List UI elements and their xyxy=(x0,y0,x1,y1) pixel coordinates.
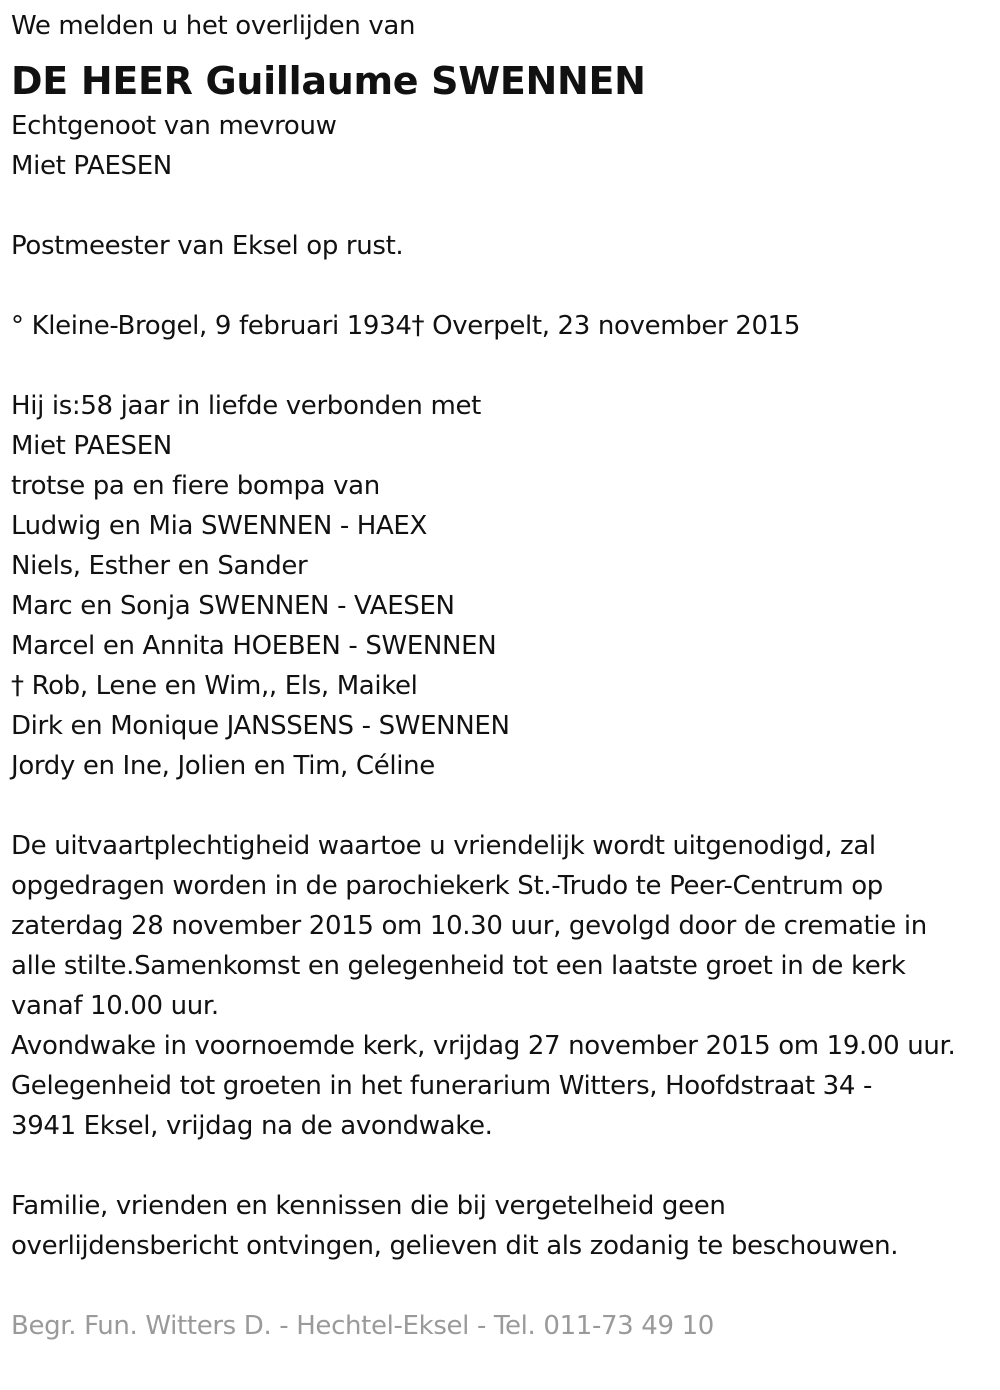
family-line: Ludwig en Mia SWENNEN - HAEX xyxy=(11,511,427,541)
spacer xyxy=(11,186,996,226)
spouse-name: Miet PAESEN xyxy=(11,151,172,181)
notice-line: Familie, vrienden en kennissen die bij vergetelheid geen xyxy=(11,1191,726,1221)
occupation-text: Postmeester van Eksel op rust. xyxy=(11,231,404,261)
family-line: Jordy en Ine, Jolien en Tim, Céline xyxy=(11,751,435,781)
ceremony-line: opgedragen worden in de parochiekerk St.-Trudo te Peer-Centrum op xyxy=(11,871,883,901)
family-line: Dirk en Monique JANSSENS - SWENNEN xyxy=(11,711,510,741)
family-line: † Rob, Lene en Wim,, Els, Maikel xyxy=(11,671,418,701)
family-line: Hij is:58 jaar in liefde verbonden met xyxy=(11,391,481,421)
spacer xyxy=(11,1146,996,1186)
spacer xyxy=(11,266,996,306)
ceremony-details xyxy=(11,826,996,1146)
ceremony-line: alle stilte.Samenkomst en gelegenheid tot een laatste groet in de kerk xyxy=(11,951,906,981)
spacer xyxy=(11,1266,996,1306)
deceased-name: DE HEER Guillaume SWENNEN xyxy=(11,59,646,103)
notice-line: overlijdensbericht ontvingen, gelieven dit als zodanig te beschouwen. xyxy=(11,1231,899,1261)
ceremony-line: De uitvaartplechtigheid waartoe u vriendelijk wordt uitgenodigd, zal xyxy=(11,831,876,861)
birth-death-dates: ° Kleine-Brogel, 9 februari 1934† Overpelt, 23 november 2015 xyxy=(11,311,801,341)
family-line: Miet PAESEN xyxy=(11,431,172,461)
spacer xyxy=(11,786,996,826)
funeral-home-footer: Begr. Fun. Witters D. - Hechtel-Eksel - Tel. 011-73 49 10 xyxy=(11,1311,714,1341)
notice-text xyxy=(11,1186,996,1266)
family-line: Niels, Esther en Sander xyxy=(11,551,308,581)
ceremony-line: Avondwake in voornoemde kerk, vrijdag 27 november 2015 om 19.00 uur. xyxy=(11,1031,956,1061)
family-line: Marcel en Annita HOEBEN - SWENNEN xyxy=(11,631,497,661)
ceremony-line: vanaf 10.00 uur. xyxy=(11,991,219,1021)
spouse-label: Echtgenoot van mevrouw xyxy=(11,111,337,141)
spacer xyxy=(11,346,996,386)
family-line: Marc en Sonja SWENNEN - VAESEN xyxy=(11,591,455,621)
family-list xyxy=(11,386,996,786)
ceremony-line: zaterdag 28 november 2015 om 10.30 uur, gevolgd door de crematie in xyxy=(11,911,927,941)
death-notice xyxy=(11,6,996,1346)
family-line: trotse pa en fiere bompa van xyxy=(11,471,380,501)
ceremony-line: 3941 Eksel, vrijdag na de avondwake. xyxy=(11,1111,493,1141)
intro-text: We melden u het overlijden van xyxy=(11,11,416,41)
ceremony-line: Gelegenheid tot groeten in het funerarium Witters, Hoofdstraat 34 - xyxy=(11,1071,873,1101)
